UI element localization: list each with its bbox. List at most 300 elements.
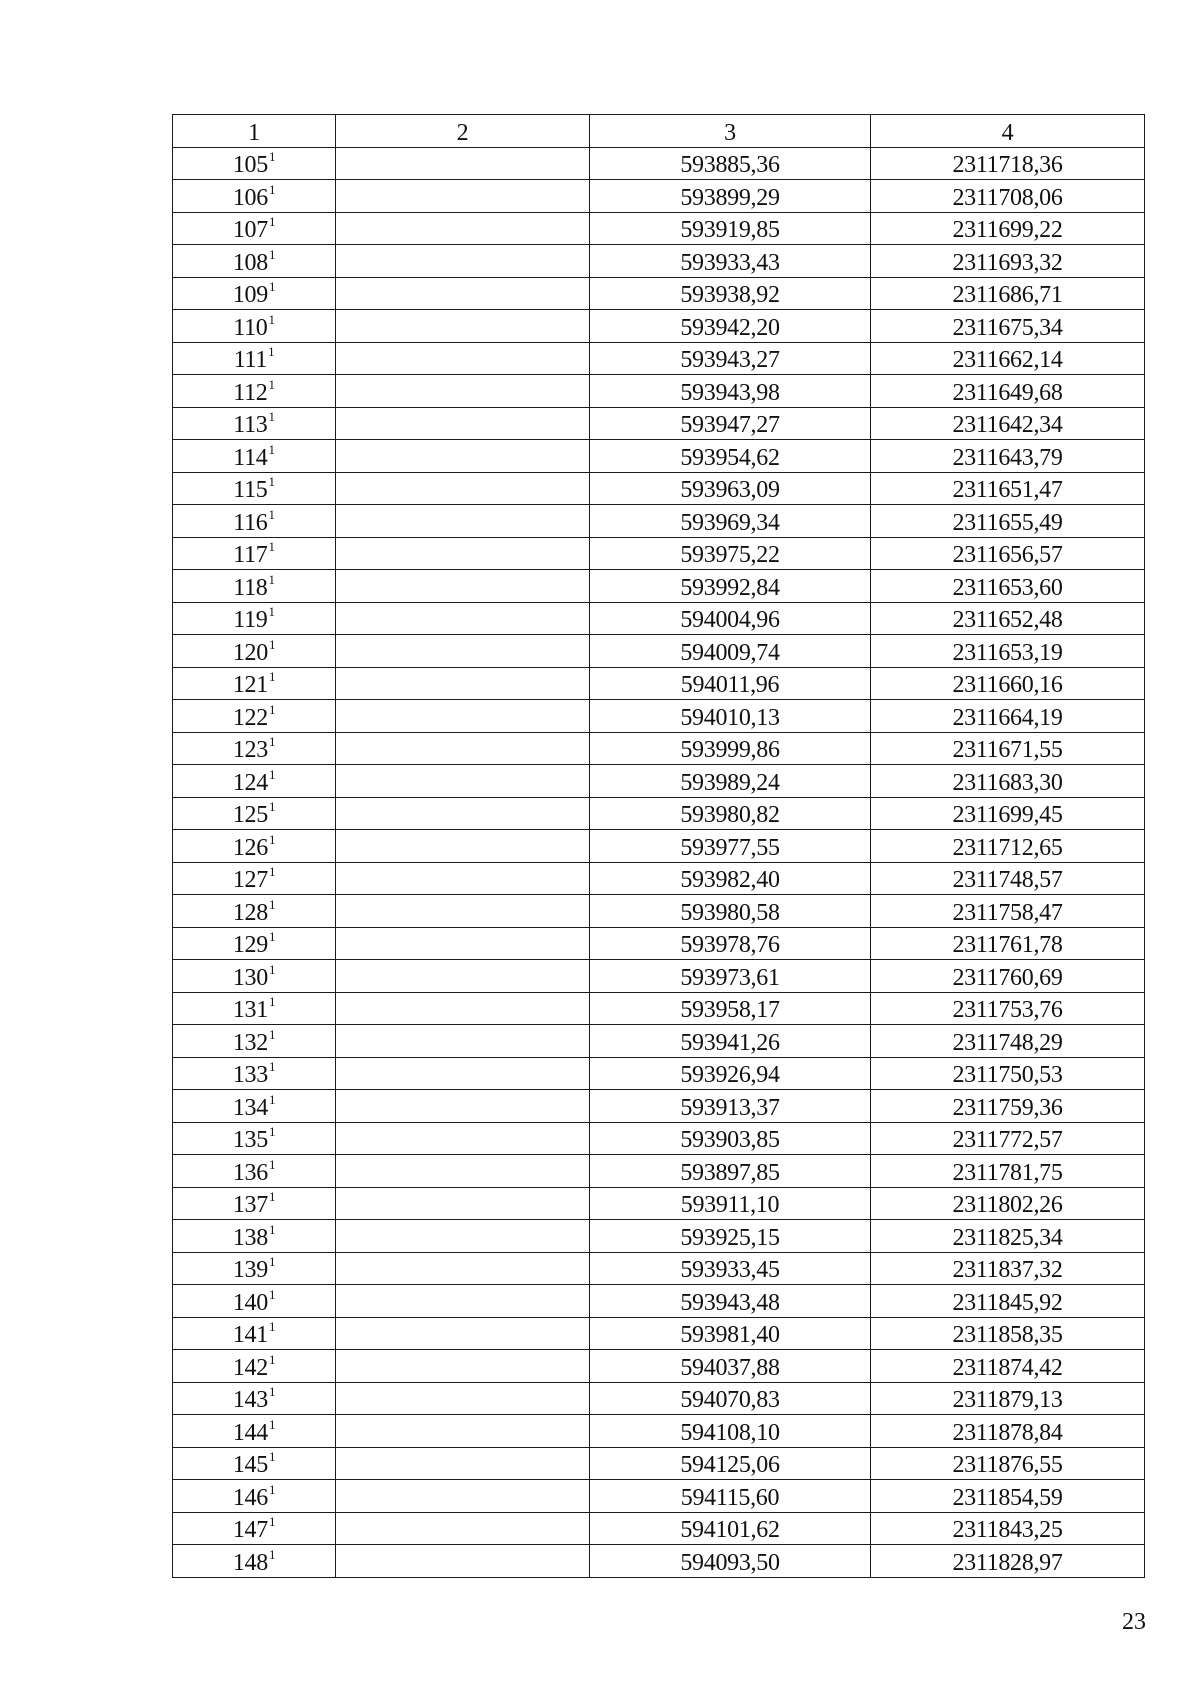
point-number: 141 xyxy=(232,1322,268,1348)
col2-cell xyxy=(336,1480,590,1513)
point-superscript: 1 xyxy=(268,1091,276,1107)
point-superscript: 1 xyxy=(268,311,275,327)
x-coordinate-cell: 594101,62 xyxy=(590,1512,871,1545)
col2-cell xyxy=(336,830,590,863)
point-number-cell xyxy=(173,797,336,830)
point-number-cell xyxy=(173,1350,336,1383)
point-number-cell xyxy=(173,635,336,668)
x-coordinate-cell: 593943,48 xyxy=(590,1285,871,1318)
point-superscript: 1 xyxy=(268,1026,276,1042)
y-coordinate-cell: 2311699,22 xyxy=(871,212,1145,245)
x-coordinate-cell: 594093,50 xyxy=(590,1545,871,1578)
x-coordinate-cell: 594115,60 xyxy=(590,1480,871,1513)
point-number: 110 xyxy=(233,314,268,341)
y-coordinate-cell: 2311686,71 xyxy=(871,277,1145,310)
x-coordinate-cell: 593941,26 xyxy=(590,1025,871,1058)
x-coordinate-cell: 593933,45 xyxy=(590,1252,871,1285)
x-coordinate-cell: 593943,27 xyxy=(590,342,871,375)
point-superscript: 1 xyxy=(268,929,276,944)
x-coordinate-cell: 593978,76 xyxy=(590,927,871,960)
header-col-1: 1 xyxy=(173,115,336,148)
col2-cell xyxy=(336,1187,590,1220)
table-row xyxy=(173,992,1145,1025)
x-coordinate-cell: 594010,13 xyxy=(590,700,871,733)
x-coordinate-cell: 593982,40 xyxy=(590,862,871,895)
point-superscript: 1 xyxy=(268,1416,276,1432)
point-number-cell xyxy=(173,1512,336,1545)
table-row xyxy=(173,245,1145,278)
col2-cell xyxy=(336,1220,590,1253)
table-row xyxy=(173,1155,1145,1188)
point-number: 126 xyxy=(232,834,268,861)
point-number-cell xyxy=(173,862,336,895)
table-header xyxy=(173,115,1145,148)
table-body xyxy=(173,147,1145,1577)
y-coordinate-cell: 2311643,79 xyxy=(871,440,1145,473)
point-superscript: 1 xyxy=(268,636,276,652)
y-coordinate-cell: 2311655,49 xyxy=(871,505,1145,538)
x-coordinate-cell: 593947,27 xyxy=(590,407,871,440)
point-superscript: 1 xyxy=(268,669,276,684)
table-row xyxy=(173,635,1145,668)
table-row xyxy=(173,1187,1145,1220)
point-number-cell xyxy=(173,1057,336,1090)
point-number: 125 xyxy=(232,802,268,828)
x-coordinate-cell: 593977,55 xyxy=(590,830,871,863)
x-coordinate-cell: 593980,58 xyxy=(590,895,871,928)
table-row xyxy=(173,1350,1145,1383)
point-number: 144 xyxy=(232,1419,268,1446)
y-coordinate-cell: 2311649,68 xyxy=(871,375,1145,408)
x-coordinate-cell: 594108,10 xyxy=(590,1415,871,1448)
point-number-cell xyxy=(173,310,336,343)
y-coordinate-cell: 2311693,32 xyxy=(871,245,1145,278)
y-coordinate-cell: 2311653,60 xyxy=(871,570,1145,603)
col2-cell xyxy=(336,667,590,700)
point-number: 106 xyxy=(232,184,268,211)
col2-cell xyxy=(336,1415,590,1448)
col2-cell xyxy=(336,570,590,603)
col2-cell xyxy=(336,1155,590,1188)
x-coordinate-cell: 593913,37 xyxy=(590,1090,871,1123)
col2-cell xyxy=(336,635,590,668)
x-coordinate-cell: 594037,88 xyxy=(590,1350,871,1383)
col2-cell xyxy=(336,927,590,960)
point-superscript: 1 xyxy=(268,181,276,197)
point-number-cell xyxy=(173,602,336,635)
col2-cell xyxy=(336,537,590,570)
point-number-cell xyxy=(173,1480,336,1513)
point-number: 116 xyxy=(233,509,268,536)
point-number-cell xyxy=(173,700,336,733)
x-coordinate-cell: 593926,94 xyxy=(590,1057,871,1090)
point-number-cell xyxy=(173,992,336,1025)
col2-cell xyxy=(336,1252,590,1285)
table-row xyxy=(173,1447,1145,1480)
y-coordinate-cell: 2311753,76 xyxy=(871,992,1145,1025)
point-number-cell xyxy=(173,895,336,928)
point-superscript: 1 xyxy=(268,279,276,294)
x-coordinate-cell: 593899,29 xyxy=(590,180,871,213)
y-coordinate-cell: 2311652,48 xyxy=(871,602,1145,635)
point-number-cell xyxy=(173,277,336,310)
x-coordinate-cell: 593980,82 xyxy=(590,797,871,830)
x-coordinate-cell: 593911,10 xyxy=(590,1187,871,1220)
point-number-cell xyxy=(173,245,336,278)
point-number: 108 xyxy=(232,249,268,276)
x-coordinate-cell: 594070,83 xyxy=(590,1382,871,1415)
point-number: 134 xyxy=(232,1094,268,1121)
col2-cell xyxy=(336,310,590,343)
point-number: 124 xyxy=(232,769,268,796)
col2-cell xyxy=(336,277,590,310)
point-superscript: 1 xyxy=(268,246,276,262)
col2-cell xyxy=(336,407,590,440)
point-number-cell xyxy=(173,537,336,570)
table-row xyxy=(173,1285,1145,1318)
col2-cell xyxy=(336,212,590,245)
header-col-3: 3 xyxy=(590,115,871,148)
col2-cell xyxy=(336,960,590,993)
point-number-cell xyxy=(173,570,336,603)
point-number: 115 xyxy=(233,477,268,503)
point-number-cell xyxy=(173,667,336,700)
point-number-cell xyxy=(173,440,336,473)
header-col-2: 2 xyxy=(336,115,590,148)
table-row xyxy=(173,927,1145,960)
table-row xyxy=(173,147,1145,180)
y-coordinate-cell: 2311718,36 xyxy=(871,147,1145,180)
table-row xyxy=(173,375,1145,408)
x-coordinate-cell: 593989,24 xyxy=(590,765,871,798)
point-number: 111 xyxy=(233,347,268,373)
point-number: 123 xyxy=(232,737,268,763)
point-number-cell xyxy=(173,1447,336,1480)
col2-cell xyxy=(336,992,590,1025)
point-number: 139 xyxy=(232,1257,268,1283)
col2-cell xyxy=(336,732,590,765)
col2-cell xyxy=(336,1025,590,1058)
point-number: 130 xyxy=(232,964,268,991)
point-number-cell xyxy=(173,1122,336,1155)
point-superscript: 1 xyxy=(268,961,276,977)
col2-cell xyxy=(336,147,590,180)
point-superscript: 1 xyxy=(268,1481,276,1497)
y-coordinate-cell: 2311854,59 xyxy=(871,1480,1145,1513)
point-number-cell xyxy=(173,1090,336,1123)
y-coordinate-cell: 2311671,55 xyxy=(871,732,1145,765)
col2-cell xyxy=(336,1317,590,1350)
table-row xyxy=(173,895,1145,928)
table-row xyxy=(173,472,1145,505)
point-number: 131 xyxy=(232,997,268,1023)
point-superscript: 1 xyxy=(268,1351,276,1367)
table-row xyxy=(173,505,1145,538)
header-row xyxy=(173,115,1145,148)
col2-cell xyxy=(336,1350,590,1383)
point-number: 112 xyxy=(233,379,268,406)
col2-cell xyxy=(336,505,590,538)
y-coordinate-cell: 2311660,16 xyxy=(871,667,1145,700)
table-row xyxy=(173,1220,1145,1253)
table-row xyxy=(173,1090,1145,1123)
point-number-cell xyxy=(173,1187,336,1220)
x-coordinate-cell: 593975,22 xyxy=(590,537,871,570)
point-number: 135 xyxy=(232,1127,268,1153)
table-row xyxy=(173,765,1145,798)
point-superscript: 1 xyxy=(268,474,275,489)
point-number-cell xyxy=(173,765,336,798)
y-coordinate-cell: 2311656,57 xyxy=(871,537,1145,570)
point-number-cell xyxy=(173,472,336,505)
point-number-cell xyxy=(173,1415,336,1448)
table-row xyxy=(173,310,1145,343)
point-number: 143 xyxy=(232,1387,268,1413)
table-row xyxy=(173,1415,1145,1448)
y-coordinate-cell: 2311843,25 xyxy=(871,1512,1145,1545)
point-number-cell xyxy=(173,342,336,375)
point-number: 148 xyxy=(232,1549,268,1576)
point-superscript: 1 xyxy=(268,1319,276,1334)
point-superscript: 1 xyxy=(268,344,275,359)
y-coordinate-cell: 2311712,65 xyxy=(871,830,1145,863)
col2-cell xyxy=(336,1057,590,1090)
y-coordinate-cell: 2311759,36 xyxy=(871,1090,1145,1123)
table-row xyxy=(173,862,1145,895)
y-coordinate-cell: 2311675,34 xyxy=(871,310,1145,343)
table-row xyxy=(173,1317,1145,1350)
point-number-cell xyxy=(173,927,336,960)
y-coordinate-cell: 2311748,57 xyxy=(871,862,1145,895)
point-number-cell xyxy=(173,1155,336,1188)
x-coordinate-cell: 593958,17 xyxy=(590,992,871,1025)
y-coordinate-cell: 2311653,19 xyxy=(871,635,1145,668)
point-superscript: 1 xyxy=(268,571,275,587)
col2-cell xyxy=(336,1122,590,1155)
table-row xyxy=(173,407,1145,440)
point-superscript: 1 xyxy=(268,1384,276,1399)
y-coordinate-cell: 2311874,42 xyxy=(871,1350,1145,1383)
y-coordinate-cell: 2311876,55 xyxy=(871,1447,1145,1480)
point-number: 132 xyxy=(232,1029,268,1056)
x-coordinate-cell: 593981,40 xyxy=(590,1317,871,1350)
point-superscript: 1 xyxy=(268,149,276,164)
x-coordinate-cell: 593969,34 xyxy=(590,505,871,538)
point-number: 113 xyxy=(233,412,268,438)
table-row xyxy=(173,440,1145,473)
y-coordinate-cell: 2311845,92 xyxy=(871,1285,1145,1318)
table-row xyxy=(173,1382,1145,1415)
point-number: 107 xyxy=(232,217,268,243)
col2-cell xyxy=(336,375,590,408)
x-coordinate-cell: 593942,20 xyxy=(590,310,871,343)
point-superscript: 1 xyxy=(268,766,276,782)
table-row xyxy=(173,797,1145,830)
col2-cell xyxy=(336,440,590,473)
y-coordinate-cell: 2311683,30 xyxy=(871,765,1145,798)
col2-cell xyxy=(336,1285,590,1318)
point-number-cell xyxy=(173,830,336,863)
point-superscript: 1 xyxy=(268,701,276,717)
point-number-cell xyxy=(173,180,336,213)
header-col-4: 4 xyxy=(871,115,1145,148)
table-row xyxy=(173,1025,1145,1058)
point-number: 147 xyxy=(232,1517,268,1543)
table-row xyxy=(173,830,1145,863)
point-number-cell xyxy=(173,1317,336,1350)
point-number: 133 xyxy=(232,1062,268,1088)
y-coordinate-cell: 2311781,75 xyxy=(871,1155,1145,1188)
table-row xyxy=(173,212,1145,245)
point-number: 127 xyxy=(232,867,268,893)
col2-cell xyxy=(336,895,590,928)
y-coordinate-cell: 2311828,97 xyxy=(871,1545,1145,1578)
table-row xyxy=(173,732,1145,765)
x-coordinate-cell: 593885,36 xyxy=(590,147,871,180)
y-coordinate-cell: 2311772,57 xyxy=(871,1122,1145,1155)
point-number-cell xyxy=(173,505,336,538)
y-coordinate-cell: 2311837,32 xyxy=(871,1252,1145,1285)
table-row xyxy=(173,1122,1145,1155)
x-coordinate-cell: 593925,15 xyxy=(590,1220,871,1253)
y-coordinate-cell: 2311858,35 xyxy=(871,1317,1145,1350)
table-row xyxy=(173,342,1145,375)
y-coordinate-cell: 2311761,78 xyxy=(871,927,1145,960)
point-superscript: 1 xyxy=(268,734,276,749)
point-number: 121 xyxy=(232,672,268,698)
point-number-cell xyxy=(173,147,336,180)
table-row xyxy=(173,1512,1145,1545)
x-coordinate-cell: 593943,98 xyxy=(590,375,871,408)
col2-cell xyxy=(336,700,590,733)
point-superscript: 1 xyxy=(268,1514,276,1529)
x-coordinate-cell: 593963,09 xyxy=(590,472,871,505)
point-number-cell xyxy=(173,1545,336,1578)
table-row xyxy=(173,1057,1145,1090)
x-coordinate-cell: 594004,96 xyxy=(590,602,871,635)
point-number: 105 xyxy=(232,152,268,178)
point-superscript: 1 xyxy=(268,799,276,814)
y-coordinate-cell: 2311651,47 xyxy=(871,472,1145,505)
point-superscript: 1 xyxy=(268,896,276,912)
y-coordinate-cell: 2311802,26 xyxy=(871,1187,1145,1220)
point-number: 114 xyxy=(233,444,268,471)
col2-cell xyxy=(336,797,590,830)
y-coordinate-cell: 2311699,45 xyxy=(871,797,1145,830)
point-superscript: 1 xyxy=(268,1254,276,1269)
point-superscript: 1 xyxy=(268,864,276,879)
y-coordinate-cell: 2311662,14 xyxy=(871,342,1145,375)
y-coordinate-cell: 2311708,06 xyxy=(871,180,1145,213)
col2-cell xyxy=(336,862,590,895)
point-number-cell xyxy=(173,1025,336,1058)
point-number-cell xyxy=(173,1285,336,1318)
x-coordinate-cell: 593973,61 xyxy=(590,960,871,993)
point-superscript: 1 xyxy=(268,1124,276,1139)
col2-cell xyxy=(336,342,590,375)
x-coordinate-cell: 594125,06 xyxy=(590,1447,871,1480)
point-number-cell xyxy=(173,1220,336,1253)
table-row xyxy=(173,1480,1145,1513)
point-superscript: 1 xyxy=(268,539,275,554)
y-coordinate-cell: 2311642,34 xyxy=(871,407,1145,440)
page-number: 23 xyxy=(1122,1609,1146,1635)
coordinates-table xyxy=(172,114,1145,1578)
point-number: 142 xyxy=(232,1354,268,1381)
point-number: 122 xyxy=(232,704,268,731)
x-coordinate-cell: 593938,92 xyxy=(590,277,871,310)
col2-cell xyxy=(336,472,590,505)
col2-cell xyxy=(336,245,590,278)
x-coordinate-cell: 593919,85 xyxy=(590,212,871,245)
col2-cell xyxy=(336,1512,590,1545)
point-number: 136 xyxy=(232,1159,268,1186)
x-coordinate-cell: 593999,86 xyxy=(590,732,871,765)
point-superscript: 1 xyxy=(268,1156,276,1172)
table-row xyxy=(173,960,1145,993)
col2-cell xyxy=(336,602,590,635)
point-number-cell xyxy=(173,407,336,440)
y-coordinate-cell: 2311878,84 xyxy=(871,1415,1145,1448)
table-row xyxy=(173,602,1145,635)
point-superscript: 1 xyxy=(268,831,276,847)
y-coordinate-cell: 2311748,29 xyxy=(871,1025,1145,1058)
col2-cell xyxy=(336,1545,590,1578)
y-coordinate-cell: 2311760,69 xyxy=(871,960,1145,993)
col2-cell xyxy=(336,1090,590,1123)
point-superscript: 1 xyxy=(268,376,275,392)
y-coordinate-cell: 2311879,13 xyxy=(871,1382,1145,1415)
point-superscript: 1 xyxy=(268,1546,276,1562)
x-coordinate-cell: 594009,74 xyxy=(590,635,871,668)
point-number: 129 xyxy=(232,932,268,958)
table-row xyxy=(173,700,1145,733)
point-superscript: 1 xyxy=(268,1059,276,1074)
y-coordinate-cell: 2311664,19 xyxy=(871,700,1145,733)
point-superscript: 1 xyxy=(268,214,276,229)
table-row xyxy=(173,180,1145,213)
point-number: 128 xyxy=(232,899,268,926)
table-row xyxy=(173,570,1145,603)
y-coordinate-cell: 2311750,53 xyxy=(871,1057,1145,1090)
col2-cell xyxy=(336,1447,590,1480)
point-number-cell xyxy=(173,212,336,245)
point-superscript: 1 xyxy=(268,1286,276,1302)
point-number: 119 xyxy=(233,607,268,633)
x-coordinate-cell: 593897,85 xyxy=(590,1155,871,1188)
x-coordinate-cell: 593992,84 xyxy=(590,570,871,603)
y-coordinate-cell: 2311758,47 xyxy=(871,895,1145,928)
point-number: 118 xyxy=(233,574,268,601)
point-superscript: 1 xyxy=(268,1189,276,1204)
point-number-cell xyxy=(173,375,336,408)
point-superscript: 1 xyxy=(268,506,275,522)
point-superscript: 1 xyxy=(268,994,276,1009)
y-coordinate-cell: 2311825,34 xyxy=(871,1220,1145,1253)
col2-cell xyxy=(336,180,590,213)
point-superscript: 1 xyxy=(268,604,275,619)
x-coordinate-cell: 593954,62 xyxy=(590,440,871,473)
point-superscript: 1 xyxy=(268,1221,276,1237)
table-row xyxy=(173,277,1145,310)
table-row xyxy=(173,667,1145,700)
point-number-cell xyxy=(173,1252,336,1285)
point-number: 109 xyxy=(232,282,268,308)
point-number: 138 xyxy=(232,1224,268,1251)
x-coordinate-cell: 593903,85 xyxy=(590,1122,871,1155)
point-number: 117 xyxy=(233,542,268,568)
col2-cell xyxy=(336,1382,590,1415)
